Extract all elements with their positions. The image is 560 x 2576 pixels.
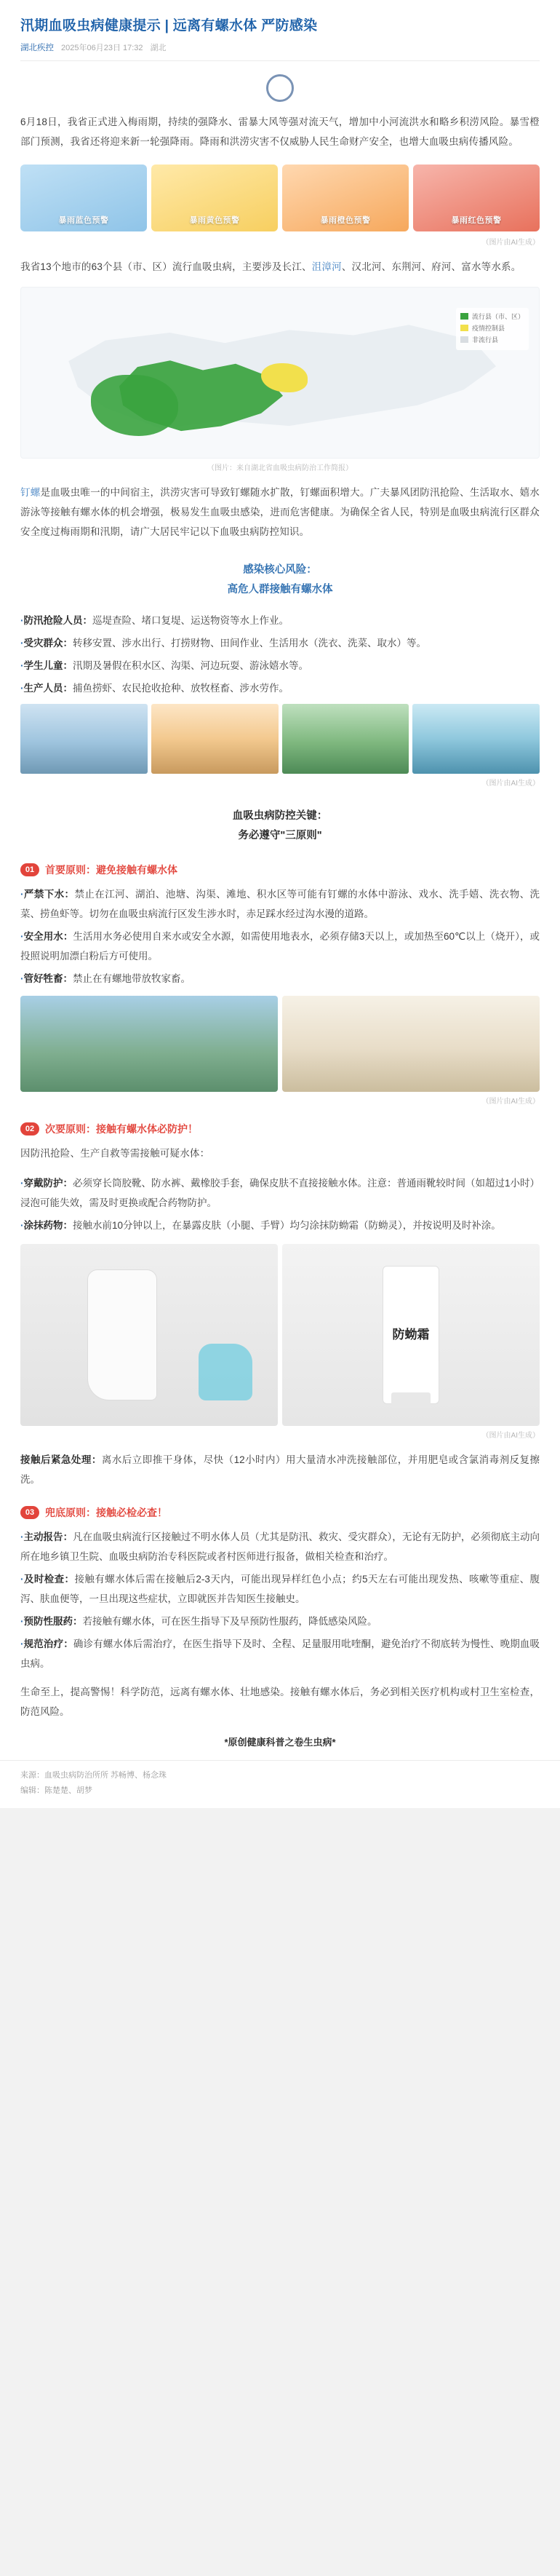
warning-card-orange: [282, 165, 409, 231]
key-section-heading: [20, 807, 540, 847]
map-legend-item-2: 非流行县: [460, 335, 524, 344]
principle-1-badge: 01: [20, 863, 39, 876]
photo-boil-water: [282, 996, 540, 1092]
principle-3-list: [20, 1527, 540, 1673]
principle-1-item-2: ·管好牲畜：禁止在有螺地带放牧家畜。: [20, 972, 191, 984]
principle-1-item-0: ·严禁下水：禁止在江河、湖泊、池塘、沟渠、滩地、积水区等可能有钉螺的水体中游泳、戏水、洗手嬉、洗衣物、洗菜、捞鱼虾等。切勿在血吸虫病流行区发生涉水时，赤足踩水经过沟水漫的道路。: [20, 888, 540, 919]
risk-heading-line1: 感染核心风险：: [243, 563, 317, 576]
warning-card-red: [413, 165, 540, 231]
logo-mark: [0, 61, 560, 112]
principle-1-item-1: ·安全用水：生活用水务必使用自来水或安全水源，如需使用地表水，必须存储3天以上，或加热至60℃以上（烧开），或投照说明加漂白粉后方可使用。: [20, 930, 540, 962]
photo-rubber-boots: [20, 1244, 278, 1426]
page-title: 汛期血吸虫病健康提示 | 远离有螺水体 严防感染: [20, 18, 318, 33]
intro-p2-pre: 我省13个地市的63个县（市、区）流行血吸虫病，主要涉及长江、: [20, 261, 312, 272]
principle-2-after: [20, 1450, 540, 1489]
risk-heading-line2: 高危人群接触有螺水体: [227, 584, 333, 596]
principle-2-photos: [20, 1244, 540, 1426]
map-legend-item-1: 疫情控制县: [460, 323, 524, 333]
principle-3-item-2: ·预防性服药：若接触有螺水体，可在医生指导下及早预防性服药，降低感染风险。: [20, 1615, 377, 1627]
map-legend-item-0: 流行县（市、区）: [460, 312, 524, 321]
key-heading-line2: 务必遵守"三原则": [238, 830, 322, 842]
photo-children-water: [412, 704, 540, 774]
principle-1-header: [20, 863, 540, 877]
article-source[interactable]: 湖北疾控: [20, 43, 54, 52]
risk-list: [20, 611, 540, 698]
article-meta: [0, 41, 560, 60]
article-time: 2025年06月23日 17:32: [61, 43, 143, 52]
principle-3-header: [20, 1505, 540, 1520]
risk-item-1: ·受灾群众：转移安置、涉水出行、打捞财物、田间作业、生活用水（洗衣、洗菜、取水）等。: [20, 637, 426, 649]
risk-section-heading: [20, 560, 540, 601]
snail-text: 是血吸虫唯一的中间宿主，洪涝灾害可导致钉螺随水扩散，钉螺面积增大。广夫暴风团防汛抢险、生活取水、嬉水游泳等接触有螺水体的机会增强，极易发生血吸虫感染，进而危害健康。为确保全省人民，特别是血吸虫病流行区群众安全度过梅雨期和汛期，请广大居民牢记以下血吸虫病防控知识。: [20, 486, 540, 537]
principle-3-item-0: ·主动报告：凡在血吸虫病流行区接触过不明水体人员（尤其是防汛、救灾、受灾群众），无论有无防护，必须彻底主动向所在地乡镇卫生院、血吸虫病防治专科医院或者村医师进行报备，做相关检查和治疗。: [20, 1531, 540, 1562]
principle-2-after-text: 离水后立即推干身体，尽快（12小时内）用大量清水冲洗接触部位，并用肥皂或含氯消毒剂反复擦洗。: [20, 1454, 540, 1485]
cream-tube-label: 防蚴霜: [392, 1327, 430, 1341]
principle-3-item-1: ·及时检查：接触有螺水体后需在接触后2-3天内，可能出现异样红色小点；约5天左右可能出现发热、咳嗽等重症、腹泻、肤血便等，一旦出现这些症状，立即就医并告知医生接触史。: [20, 1573, 540, 1604]
cream-tube-cap: [391, 1392, 431, 1408]
photo-field-work: [282, 704, 409, 774]
boot-shape: [87, 1269, 157, 1400]
photo-protective-cream: [282, 1244, 540, 1426]
risk-item-2: ·学生儿童：汛期及暑假在积水区、沟渠、河边玩耍、游泳嬉水等。: [20, 659, 308, 671]
principle-1-photos: [20, 996, 540, 1092]
closing-paragraph: 生命至上，提高警惕！科学防范，远离有螺水体、壮地感染。接触有螺水体后，务必到相关医疗机构或村卫生室检查，防范风险。: [20, 1686, 540, 1717]
risk-photo-caption: （图片由AI生成）: [481, 779, 540, 788]
footer-line-2: 编辑：陈楚楚、胡梦: [20, 1786, 92, 1795]
endemic-area-map: [20, 287, 540, 459]
photo-relief-supplies: [151, 704, 279, 774]
closing-slogan: *原创健康科普之卷生虫病*: [224, 1736, 336, 1748]
principle-2-item-0: ·穿戴防护：必须穿长筒胶靴、防水裤、戴橡胶手套，确保皮肤不直接接触水体。注意：普通雨靴较时间（如超过1小时）浸泡可能失效，需及时更换或配合药物防护。: [20, 1177, 540, 1208]
map-legend: [456, 308, 529, 350]
map-endemic-region-secondary: [91, 375, 178, 436]
snail-keyword: 钉螺: [20, 486, 41, 498]
snail-paragraph: [20, 483, 540, 542]
river-link[interactable]: 沮漳河: [311, 261, 342, 272]
principle-2-title: 次要原则：接触有螺水体必防护！: [45, 1122, 198, 1135]
cream-tube: [383, 1266, 439, 1404]
warning-card-orange-label: 暴雨橙色预警: [320, 215, 371, 225]
warning-card-blue: [20, 165, 147, 231]
article-footer: [0, 1760, 560, 1802]
glove-shape: [199, 1344, 252, 1400]
intro-paragraph-1: 6月18日，我省正式进入梅雨期，持续的强降水、雷暴大风等强对流天气，增加中小河流洪水和略乡积涝风险。暴雪橙部门预测，我省还将迎来新一轮强降雨。降雨和洪涝灾害不仅威胁人民生命财产安全，也增大血吸虫病传播风险。: [20, 116, 540, 147]
principle-1-list: [20, 884, 540, 988]
principle-1-caption: （图片由AI生成）: [481, 1097, 540, 1106]
footer-line-1: 来源：血吸虫病防治所所 苏畅博、杨念珠: [20, 1770, 167, 1780]
principle-3-badge: 03: [20, 1506, 39, 1519]
principle-3-title: 兜底原则：接触必检必查！: [45, 1506, 167, 1518]
principle-2-item-1: ·涂抹药物：接触水前10分钟以上，在暴露皮肤（小腿、手臂）均匀涂抹防蚴霜（防蚴灵），并按说明及时补涂。: [20, 1219, 501, 1231]
key-heading-line1: 血吸虫病防控关键：: [232, 809, 328, 822]
article-location: 湖北: [150, 43, 167, 52]
principle-3-item-3: ·规范治疗：确诊有螺水体后需治疗，在医生指导下及时、全程、足量服用吡喹酮，避免治疗不彻底转为慢性、晚期血吸虫病。: [20, 1638, 540, 1669]
warning-card-yellow: [151, 165, 278, 231]
principle-2-lead: 因防汛抢险、生产自救等需接触可疑水体：: [20, 1147, 210, 1159]
photo-flood-rescue: [20, 704, 148, 774]
principle-2-list: [20, 1173, 540, 1235]
map-caption: （图片：来自湖北省血吸虫病防治工作简报）: [207, 464, 353, 472]
principle-1-title: 首要原则：避免接触有螺水体: [45, 863, 177, 876]
warning-caption: （图片由AI生成）: [481, 238, 540, 247]
principle-2-caption: （图片由AI生成）: [481, 1431, 540, 1440]
principle-2-after-lead: 接触后紧急处理：: [20, 1454, 102, 1465]
circle-icon: [266, 74, 294, 102]
principle-2-header: [20, 1122, 540, 1136]
warning-card-blue-label: 暴雨蓝色预警: [58, 215, 109, 225]
risk-photo-row: [20, 704, 540, 774]
risk-item-3: ·生产人员：捕鱼捞虾、农民抢收抢种、放牧柽畜、涉水劳作。: [20, 682, 289, 694]
risk-item-0: ·防汛抢险人员：巡堤查险、堵口复堤、运送物资等水上作业。: [20, 614, 289, 626]
intro-paragraph-2: [20, 257, 540, 277]
warning-card-red-label: 暴雨红色预警: [451, 215, 502, 225]
warning-card-row: [20, 162, 540, 233]
photo-no-swimming: [20, 996, 278, 1092]
principle-2-badge: 02: [20, 1122, 39, 1136]
warning-card-yellow-label: 暴雨黄色预警: [189, 215, 240, 225]
intro-p2-post: 、汉北河、东荆河、府河、富水等水系。: [341, 261, 521, 272]
